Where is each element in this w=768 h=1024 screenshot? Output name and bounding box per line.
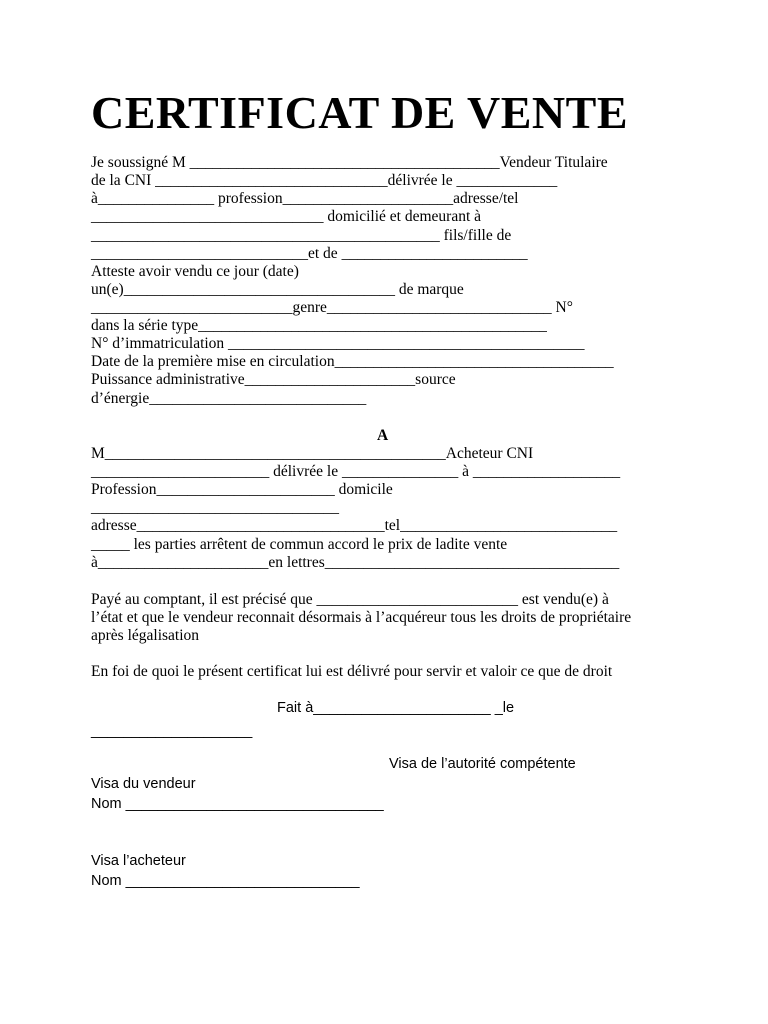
payment-line: après légalisation: [91, 627, 200, 644]
seller-visa-label: Visa du vendeur: [91, 776, 196, 792]
buyer-line: à______________________en lettres______________________________________: [91, 554, 620, 571]
buyer-visa-label: Visa l’acheteur: [91, 853, 186, 869]
buyer-line: _______________________ délivrée le _______________ à ___________________: [91, 463, 621, 480]
vendor-line: un(e)___________________________________ de marque: [91, 281, 464, 298]
vendor-line: Date de la première mise en circulation____________________________________: [91, 353, 614, 370]
buyer-name-line: Nom _____________________________: [91, 873, 360, 889]
vendor-line: __________________________genre_____________________________ N°: [91, 299, 573, 316]
vendor-line: de la CNI ______________________________délivrée le _____________: [91, 172, 558, 189]
fait-a-line: Fait à______________________ _le: [277, 700, 515, 716]
vendor-line: _____________________________________________ fils/fille de: [91, 227, 512, 244]
closing-statement: En foi de quoi le présent certificat lui est délivré pour servir et valoir ce que de droit: [91, 663, 613, 680]
seller-name-line: Nom ________________________________: [91, 796, 384, 812]
vendor-line: N° d’immatriculation ______________________________________________: [91, 335, 585, 352]
payment-line: Payé au comptant, il est précisé que __________________________ est vendu(e) à: [91, 591, 609, 608]
buyer-line: _____ les parties arrêtent de commun accord le prix de ladite vente: [91, 536, 508, 553]
buyer-line: Profession_______________________ domicile: [91, 481, 393, 498]
vendor-line: ______________________________ domicilié et demeurant à: [91, 208, 482, 225]
authority-visa-label: Visa de l’autorité compétente: [389, 756, 576, 772]
buyer-line: ________________________________: [91, 499, 339, 516]
vendor-line: dans la série type_____________________________________________: [91, 317, 547, 334]
date-line: ____________________: [91, 723, 253, 739]
vendor-line: Je soussigné M ________________________________________Vendeur Titulaire: [91, 154, 608, 171]
buyer-line: M____________________________________________Acheteur CNI: [91, 445, 534, 462]
vendor-line: à_______________ profession______________________adresse/tel: [91, 190, 519, 207]
payment-line: l’état et que le vendeur reconnait désormais à l’acquéreur tous les droits de propriétaire: [91, 609, 632, 626]
vendor-line: Puissance administrative______________________source: [91, 371, 456, 388]
section-separator: A: [377, 427, 389, 444]
vendor-line: d’énergie____________________________: [91, 390, 367, 407]
vendor-line: Atteste avoir vendu ce jour (date): [91, 263, 299, 280]
vendor-line: ____________________________et de ________________________: [91, 245, 528, 262]
buyer-line: adresse________________________________tel____________________________: [91, 517, 618, 534]
document-title: CERTIFICAT DE VENTE: [91, 87, 629, 138]
